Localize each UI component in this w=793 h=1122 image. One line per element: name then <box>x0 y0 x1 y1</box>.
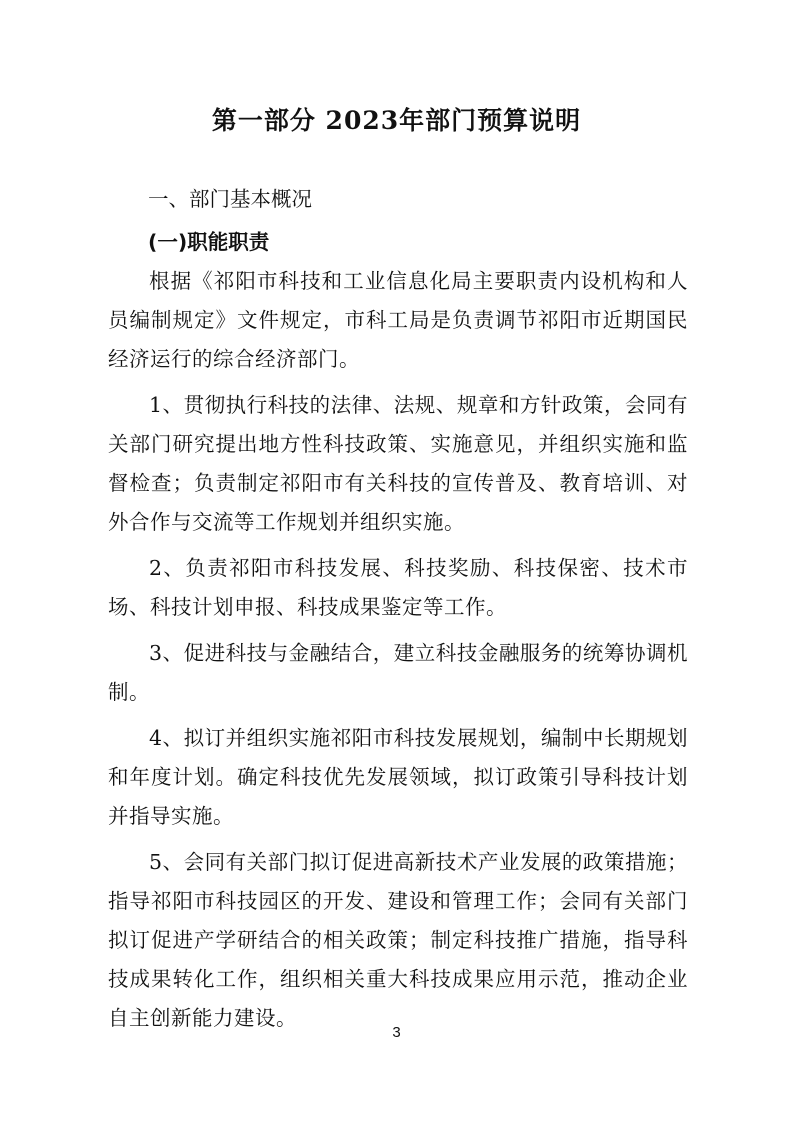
paragraph-item-5: 5、会同有关部门拟订促进高新技术产业发展的政策措施；指导祁阳市科技园区的开发、建设和管理工作；会同有关部门拟订促进产学研结合的相关政策；制定科技推广措施，指导科技成果转化工作，组织相关重大科技成果应用示范，推动企业自主创新能力建设。 <box>108 850 688 1030</box>
page-number: 3 <box>392 1024 401 1041</box>
paragraph-item-4: 4、拟订并组织实施祁阳市科技发展规划，编制中长期规划和年度计划。确定科技优先发展领域，拟订政策引导科技计划并指导实施。 <box>108 726 688 828</box>
page-title: 第一部分 2023年部门预算说明 <box>211 106 582 135</box>
paragraph-item-2: 2、负责祁阳市科技发展、科技奖励、科技保密、技术市场、科技计划申报、科技成果鉴定等工作。 <box>108 556 688 619</box>
subsection-heading: (一)职能职责 <box>148 230 270 254</box>
paragraph-item-3: 3、促进科技与金融结合，建立科技金融服务的统筹协调机制。 <box>108 641 688 704</box>
section-heading: 一、部门基本概况 <box>148 187 312 211</box>
document-body <box>108 180 688 1045</box>
paragraph-intro: 根据《祁阳市科技和工业信息化局主要职责内设机构和人员编制规定》文件规定，市科工局是负责调节祁阳市近期国民经济运行的综合经济部门。 <box>108 269 688 371</box>
paragraph-item-1: 1、贯彻执行科技的法律、法规、规章和方针政策，会同有关部门研究提出地方性科技政策、实施意见，并组织实施和监督检查；负责制定祁阳市有关科技的宣传普及、教育培训、对外合作与交流等工作规划并组织实施。 <box>108 393 688 534</box>
